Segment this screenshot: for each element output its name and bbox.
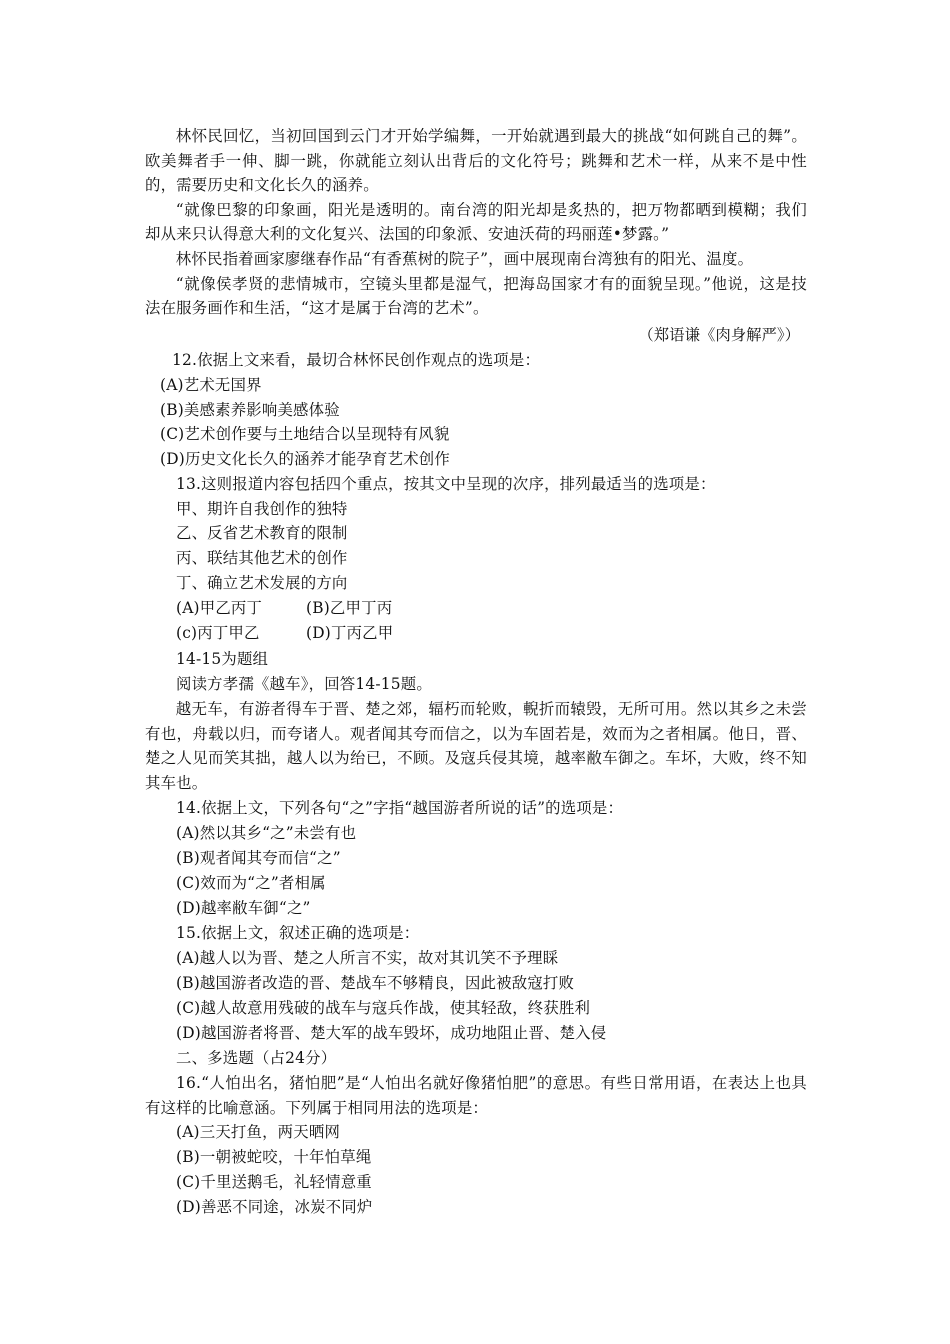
passage-paragraph-2: “就像巴黎的印象画，阳光是透明的。南台湾的阳光却是炙热的，把万物都晒到模糊；我们却从来只认得意大利的文化复兴、法国的印象派、安迪沃荷的玛丽莲•梦露。” <box>145 200 807 243</box>
question-13-item-yi: 乙、反省艺术教育的限制 <box>176 524 348 542</box>
question-16-option-a: (A)三天打鱼，两天晒网 <box>176 1123 341 1141</box>
question-13-option-b: (B)乙甲丁丙 <box>306 599 393 617</box>
question-13-item-ding: 丁、确立艺术发展的方向 <box>176 574 348 592</box>
question-15-stem: 15.依据上文，叙述正确的选项是： <box>176 924 420 942</box>
question-14-option-b: (B)观者闻其夸而信“之” <box>176 849 341 867</box>
question-16-option-c: (C)千里送鹅毛，礼轻情意重 <box>176 1173 372 1191</box>
question-15-option-a: (A)越人以为晋、楚之人所言不实，故对其讥笑不予理睬 <box>176 949 559 967</box>
question-16-option-b: (B)一朝被蛇咬，十年怕草绳 <box>176 1148 372 1166</box>
question-14-option-d: (D)越率敝车御“之” <box>176 899 311 917</box>
question-13-options-row-2 <box>176 621 394 646</box>
question-12-option-a: (A)艺术无国界 <box>160 376 262 394</box>
question-12-stem: 12.依据上文来看，最切合林怀民创作观点的选项是： <box>172 351 541 369</box>
question-14-option-a: (A)然以其乡“之”未尝有也 <box>176 824 357 842</box>
classical-passage <box>145 697 807 795</box>
passage-paragraph-3: 林怀民指着画家廖继春作品“有香蕉树的院子”，画中展现南台湾独有的阳光、温度。 <box>175 250 754 268</box>
question-group-title: 14-15为题组 <box>176 650 269 668</box>
question-16-stem: 16.“人怕出名，猪怕肥”是“人怕出名就好像猪怕肥”的意思。有些日常用语，在表达上也具有这样的比喻意涵。下列属于相同用法的选项是： <box>145 1074 807 1117</box>
question-13-option-a: (A)甲乙丙丁 <box>176 599 263 617</box>
question-12-option-b: (B)美感素养影响美感体验 <box>160 401 340 419</box>
question-15-option-b: (B)越国游者改造的晋、楚战车不够精良，因此被敌寇打败 <box>176 974 575 992</box>
question-15-option-d: (D)越国游者将晋、楚大军的战车毁坏，成功地阻止晋、楚入侵 <box>176 1024 607 1042</box>
reading-passage <box>145 124 807 247</box>
section-2-title: 二、多选题（占24分） <box>176 1049 337 1067</box>
question-13-item-bing: 丙、联结其他艺术的创作 <box>176 549 348 567</box>
question-13-option-c: (c)丙丁甲乙 <box>176 624 260 642</box>
passage-paragraph-1: 林怀民回忆，当初回国到云门才开始学编舞，一开始就遇到最大的挑战“如何跳自己的舞”。欧美舞者手一伸、脚一跳，你就能立刻认出背后的文化符号；跳舞和艺术一样，从来不是中性的，需要历史和文化长久的涵养。 <box>145 127 807 194</box>
question-12-option-d: (D)历史文化长久的涵养才能孕育艺术创作 <box>160 450 450 468</box>
question-16-option-d: (D)善恶不同途，冰炭不同炉 <box>176 1198 373 1216</box>
question-14-stem: 14.依据上文，下列各句“之”字指“越国游者所说的话”的选项是： <box>176 799 624 817</box>
classical-passage-text: 越无车，有游者得车于晋、楚之郊，辐朽而轮败，輗折而辕毁，无所可用。然以其乡之未尝有也，舟载以归，而夸诸人。观者闻其夸而信之，以为车固若是，效而为之者相属。他日，晋、楚之人见而笑其拙，越人以为绐已，不顾。及寇兵侵其境，越率敝车御之。车坏，大败，终不知其车也。 <box>145 700 807 792</box>
question-13-stem: 13.这则报道内容包括四个重点，按其文中呈现的次序，排列最适当的选项是： <box>176 475 716 493</box>
question-13-option-d: (D)丁丙乙甲 <box>306 624 394 642</box>
passage-paragraph-4: “就像侯孝贤的悲情城市，空镜头里都是湿气，把海岛国家才有的面貌呈现。”他说，这是技法在服务画作和生活，“这才是属于台湾的艺术”。 <box>145 274 807 317</box>
question-15-option-c: (C)越人故意用残破的战车与寇兵作战，使其轻敌，终获胜利 <box>176 999 591 1017</box>
question-13-options-row-1 <box>176 596 393 621</box>
passage-source: （郑语谦《肉身解严》） <box>638 326 800 344</box>
reading-passage-continued <box>145 247 807 321</box>
question-14-option-c: (C)效而为“之”者相属 <box>176 874 326 892</box>
question-13-item-jia: 甲、期许自我创作的独特 <box>176 500 348 518</box>
question-12-option-c: (C)艺术创作要与土地结合以呈现特有风貌 <box>160 425 450 443</box>
question-group-intro: 阅读方孝孺《越车》，回答14-15题。 <box>176 675 432 693</box>
